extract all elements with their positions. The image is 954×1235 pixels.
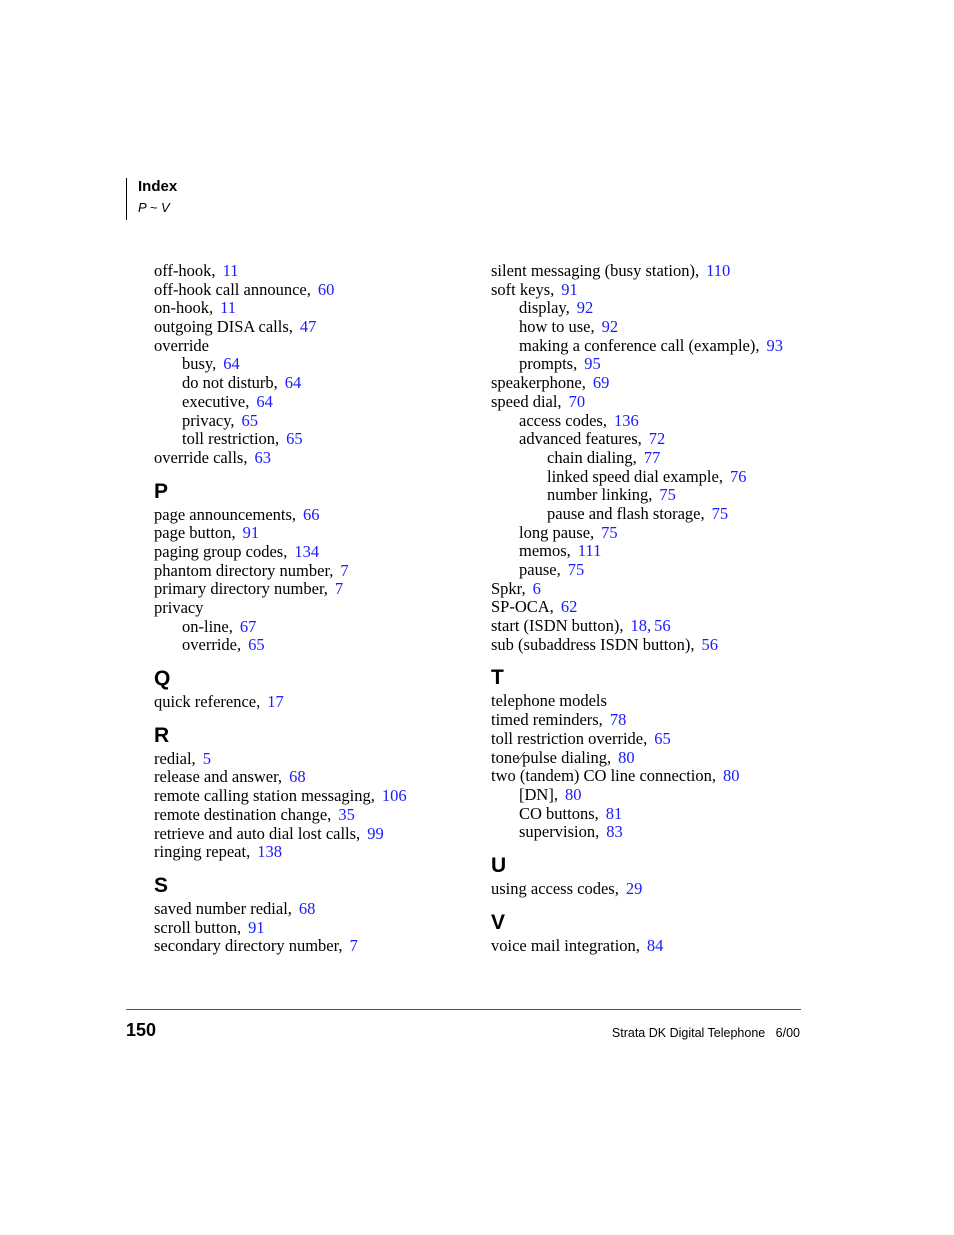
- index-term: telephone models: [491, 691, 607, 711]
- page-link[interactable]: 18: [630, 616, 647, 636]
- index-entry: [154, 524, 474, 543]
- index-entry: [154, 693, 474, 712]
- index-term: page announcements,: [154, 504, 297, 524]
- page-link[interactable]: 70: [568, 391, 586, 411]
- index-subentry: [491, 786, 821, 805]
- page-link[interactable]: 111: [577, 541, 602, 561]
- index-term: scroll button,: [154, 917, 242, 937]
- index-subentry: [491, 468, 821, 487]
- page-link[interactable]: 72: [648, 429, 666, 449]
- page-link[interactable]: 65: [241, 410, 259, 430]
- page-link[interactable]: 63: [254, 447, 271, 467]
- index-letter-heading: V: [491, 910, 506, 934]
- index-term: remote calling station messaging,: [154, 786, 375, 806]
- page-link[interactable]: 60: [317, 279, 335, 299]
- page-link[interactable]: 78: [609, 710, 627, 730]
- index-term: CO buttons,: [519, 803, 599, 823]
- index-term: number linking,: [547, 485, 653, 505]
- index-entry: [491, 711, 821, 730]
- index-term: release and answer,: [154, 767, 283, 787]
- index-entry: [491, 393, 821, 412]
- page-link[interactable]: 64: [256, 391, 273, 411]
- index-term: ringing repeat,: [154, 842, 251, 862]
- index-term: primary directory number,: [154, 579, 328, 599]
- index-term: two (tandem) CO line connection,: [491, 766, 716, 786]
- index-term: soft keys,: [491, 279, 555, 299]
- page-link[interactable]: 75: [567, 560, 585, 579]
- index-entry: [491, 937, 821, 956]
- index-subentry: [491, 337, 821, 356]
- page-link[interactable]: 6: [532, 578, 541, 598]
- index-term: toll restriction override,: [491, 728, 648, 748]
- page-link[interactable]: 65: [248, 635, 265, 655]
- index-term: voice mail integration,: [491, 935, 640, 955]
- page-link[interactable]: 93: [766, 335, 783, 355]
- page-link[interactable]: 68: [289, 767, 306, 787]
- index-subentry: [491, 524, 821, 543]
- index-entry: [154, 262, 474, 281]
- page-link[interactable]: 7: [334, 579, 344, 599]
- page-link[interactable]: 17: [267, 692, 284, 712]
- index-term: speakerphone,: [491, 373, 586, 393]
- page-link[interactable]: 99: [367, 823, 384, 843]
- index-term: linked speed dial example,: [547, 466, 723, 486]
- index-subentry: [154, 393, 474, 412]
- index-entry: [491, 617, 821, 636]
- index-entry: [491, 374, 821, 393]
- page-link[interactable]: 75: [601, 522, 618, 542]
- index-term: do not disturb,: [182, 373, 278, 393]
- index-term: display,: [519, 298, 570, 318]
- page-link[interactable]: 91: [242, 523, 260, 543]
- index-entry: [491, 730, 821, 749]
- index-entry: [154, 580, 474, 599]
- index-term: Spkr,: [491, 578, 526, 598]
- index-entry: [491, 749, 821, 768]
- page-link[interactable]: 47: [299, 317, 317, 337]
- index-term: start (ISDN button),: [491, 616, 624, 636]
- index-term: quick reference,: [154, 692, 261, 712]
- page-link[interactable]: 84: [646, 935, 664, 955]
- page-link[interactable]: 64: [284, 373, 302, 393]
- page-link[interactable]: 136: [613, 410, 639, 430]
- page-link[interactable]: 65: [654, 728, 671, 748]
- index-subentry: [491, 355, 821, 374]
- index-entry: [154, 543, 474, 562]
- page-link[interactable]: 134: [294, 541, 320, 561]
- page-link[interactable]: 56: [701, 634, 718, 654]
- index-term: prompts,: [519, 354, 578, 374]
- index-subentry: [154, 412, 474, 431]
- index-entry: [491, 880, 821, 899]
- page-link[interactable]: 35: [338, 804, 355, 824]
- page-link[interactable]: 92: [576, 298, 594, 318]
- index-subentry: [491, 561, 821, 580]
- page-link[interactable]: 91: [561, 279, 578, 299]
- page-link[interactable]: 7: [340, 560, 349, 580]
- index-term: paging group codes,: [154, 541, 288, 561]
- index-term: advanced features,: [519, 429, 642, 449]
- page-link[interactable]: 11: [220, 298, 237, 318]
- index-term: access codes,: [519, 410, 607, 430]
- index-entry: [491, 767, 821, 786]
- page-link[interactable]: 64: [223, 354, 240, 374]
- index-subentry: [154, 430, 474, 449]
- index-term: how to use,: [519, 317, 595, 337]
- index-subentry: [491, 318, 821, 337]
- book-title: Strata DK Digital Telephone 6/00: [611, 1026, 800, 1040]
- index-term: secondary directory number,: [154, 936, 343, 956]
- section-range: P ~ V: [138, 200, 170, 215]
- index-subentry: [491, 486, 821, 505]
- page-link[interactable]: 69: [592, 373, 610, 393]
- index-term: privacy: [154, 598, 204, 617]
- index-term: pause,: [519, 560, 561, 579]
- page-link[interactable]: 110: [706, 261, 731, 280]
- index-entry: [154, 337, 474, 356]
- index-term: supervision,: [519, 822, 600, 842]
- index-term: pause and flash storage,: [547, 503, 705, 523]
- index-term: SP-OCA,: [491, 597, 554, 617]
- index-term: saved number redial,: [154, 898, 292, 918]
- page-link[interactable]: 95: [584, 354, 601, 374]
- index-entry: [154, 787, 474, 806]
- index-term: making a conference call (example),: [519, 335, 760, 355]
- index-entry: [154, 750, 474, 769]
- index-term: long pause,: [519, 522, 595, 542]
- index-term: override calls,: [154, 447, 248, 467]
- page-link[interactable]: 77: [643, 447, 661, 467]
- index-term: toll restriction,: [182, 429, 280, 449]
- page-link[interactable]: 80: [722, 766, 740, 786]
- index-entry: [491, 262, 821, 281]
- index-letter-heading: U: [491, 853, 507, 877]
- index-term: tone⁄pulse dialing,: [491, 747, 612, 767]
- index-column-left: [154, 262, 474, 956]
- index-subentry: [491, 505, 821, 524]
- index-subentry: [154, 636, 474, 655]
- page-link[interactable]: 83: [606, 822, 623, 842]
- index-entry: [491, 281, 821, 300]
- index-term: on-hook,: [154, 298, 214, 318]
- footer-rule: [126, 1009, 801, 1010]
- index-entry: [154, 937, 474, 956]
- index-term: off-hook,: [154, 261, 216, 280]
- index-entry: [154, 900, 474, 919]
- page-link[interactable]: 7: [349, 936, 358, 956]
- index-term: using access codes,: [491, 878, 619, 898]
- page-separator: ,: [646, 616, 652, 636]
- index-subentry: [154, 618, 474, 637]
- index-column-right: [491, 262, 821, 955]
- index-entry: [154, 562, 474, 581]
- index-entry: [154, 599, 474, 618]
- index-term: remote destination change,: [154, 804, 332, 824]
- page-link[interactable]: 80: [618, 747, 635, 767]
- index-term: override,: [182, 635, 242, 655]
- index-entry: [154, 806, 474, 825]
- index-subentry: [491, 805, 821, 824]
- index-subentry: [154, 355, 474, 374]
- page-link[interactable]: 29: [625, 878, 643, 898]
- page-link[interactable]: 67: [239, 616, 257, 636]
- index-term: override: [154, 335, 209, 355]
- page-link[interactable]: 75: [711, 503, 729, 523]
- index-term: redial,: [154, 748, 196, 768]
- page-link[interactable]: 66: [303, 504, 320, 524]
- page-link[interactable]: 76: [729, 466, 747, 486]
- index-term: speed dial,: [491, 391, 562, 411]
- index-entry: [154, 449, 474, 468]
- index-subentry: [491, 542, 821, 561]
- index-letter-heading: R: [154, 723, 170, 747]
- page-link[interactable]: 92: [601, 317, 619, 337]
- index-subentry: [491, 412, 821, 431]
- page-link[interactable]: 56: [654, 616, 671, 636]
- page-number: 150: [126, 1020, 157, 1040]
- page-link[interactable]: 11: [222, 261, 239, 280]
- index-letter-heading: S: [154, 873, 169, 897]
- page-link[interactable]: 65: [286, 429, 303, 449]
- index-entry: [154, 281, 474, 300]
- index-term: busy,: [182, 354, 217, 374]
- index-term: timed reminders,: [491, 710, 603, 730]
- index-entry: [154, 299, 474, 318]
- index-entry: [154, 768, 474, 787]
- index-subentry: [154, 374, 474, 393]
- index-term: sub (subaddress ISDN button),: [491, 634, 695, 654]
- index-entry: [154, 318, 474, 337]
- index-entry: [491, 598, 821, 617]
- index-term: outgoing DISA calls,: [154, 317, 293, 337]
- index-entry: [154, 919, 474, 938]
- page-link[interactable]: 106: [381, 786, 407, 806]
- index-entry: [491, 580, 821, 599]
- index-letter-heading: Q: [154, 667, 171, 691]
- running-head: [126, 178, 177, 220]
- index-term: chain dialing,: [547, 447, 637, 467]
- page-link[interactable]: 81: [605, 803, 623, 823]
- index-term: privacy,: [182, 410, 235, 430]
- index-subentry: [491, 823, 821, 842]
- index-subentry: [491, 299, 821, 318]
- index-entry: [491, 636, 821, 655]
- index-entry: [491, 692, 821, 711]
- page-link[interactable]: 62: [560, 597, 578, 617]
- index-subentry: [491, 449, 821, 468]
- index-term: on-line,: [182, 616, 233, 636]
- page-link[interactable]: 91: [248, 917, 265, 937]
- index-letter-heading: T: [491, 666, 504, 690]
- page-link[interactable]: 5: [202, 748, 211, 768]
- index-entry: [154, 825, 474, 844]
- page-link[interactable]: 138: [257, 842, 282, 862]
- index-term: phantom directory number,: [154, 560, 334, 580]
- section-title: Index: [138, 178, 178, 195]
- index-term: off-hook call announce,: [154, 279, 311, 299]
- index-term: memos,: [519, 541, 571, 561]
- index-term: executive,: [182, 391, 250, 411]
- index-term: page button,: [154, 523, 236, 543]
- index-subentry: [491, 430, 821, 449]
- index-letter-heading: P: [154, 479, 169, 503]
- index-term: [DN],: [519, 784, 558, 804]
- page-link[interactable]: 68: [298, 898, 316, 918]
- index-entry: [154, 843, 474, 862]
- index-entry: [154, 506, 474, 525]
- page-link[interactable]: 75: [659, 485, 676, 505]
- page-link[interactable]: 80: [564, 784, 582, 804]
- index-term: silent messaging (busy station),: [491, 261, 700, 280]
- index-term: retrieve and auto dial lost calls,: [154, 823, 361, 843]
